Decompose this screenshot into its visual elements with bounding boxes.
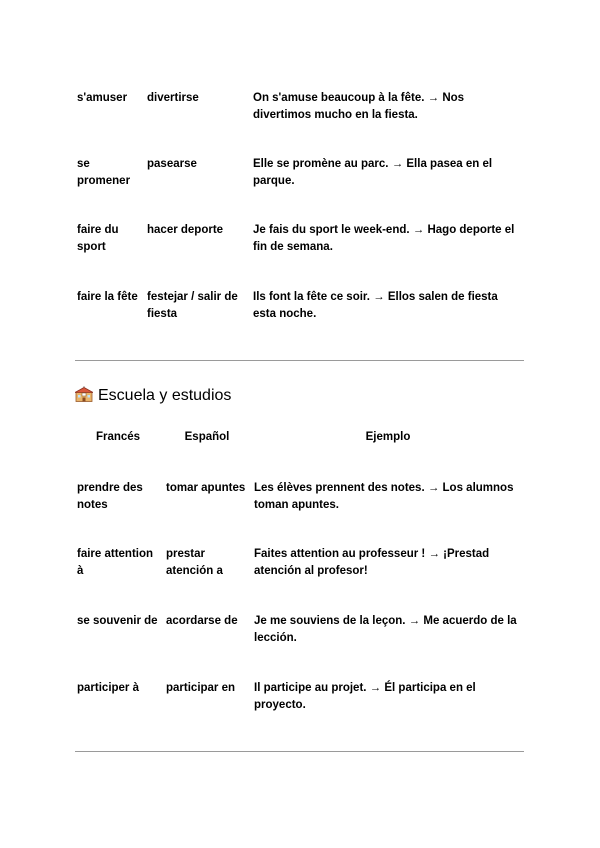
- cell-example: Je fais du sport le week-end. → Hago deporte el fin de semana.: [253, 224, 515, 253]
- cell-example: On s'amuse beaucoup à la fête. → Nos divertimos mucho en la fiesta.: [253, 92, 465, 121]
- cell-french: faire la fête: [77, 291, 138, 303]
- cell-french: s'amuser: [77, 92, 128, 104]
- cell-example: Les élèves prennent des notes. → Los alumnos toman apuntes.: [254, 482, 514, 511]
- cell-example: Elle se promène au parc. → Ella pasea en el parque.: [253, 158, 493, 187]
- cell-spanish: acordarse de: [166, 615, 238, 627]
- cell-spanish: prestar atención a: [166, 548, 223, 577]
- section-title: Escuela y estudios: [98, 387, 232, 404]
- cell-spanish: festejar / salir de fiesta: [147, 291, 238, 320]
- cell-example: Je me souviens de la leçon. → Me acuerdo de la lección.: [254, 615, 517, 644]
- cell-example: Ils font la fête ce soir. → Ellos salen de fiesta esta noche.: [253, 291, 498, 320]
- cell-example: Faites attention au professeur ! → ¡Prestad atención al profesor!: [254, 548, 490, 577]
- school-icon: [75, 386, 93, 402]
- column-header-example: Ejemplo: [365, 431, 411, 443]
- column-header-spanish: Español: [184, 431, 230, 443]
- divider: [75, 360, 524, 361]
- divider: [75, 751, 524, 752]
- cell-french: se promener: [77, 158, 131, 187]
- cell-french: participer à: [77, 682, 139, 694]
- cell-example: Il participe au projet. → Él participa en el proyecto.: [254, 682, 476, 711]
- cell-french: faire attention à: [77, 548, 154, 577]
- cell-french: prendre des notes: [77, 482, 143, 511]
- cell-french: faire du sport: [77, 224, 119, 253]
- cell-spanish: participar en: [166, 682, 236, 694]
- cell-spanish: hacer deporte: [147, 224, 224, 236]
- cell-french: se souvenir de: [77, 615, 158, 627]
- column-header-french: Francés: [95, 431, 141, 443]
- cell-spanish: divertirse: [147, 92, 199, 104]
- cell-spanish: tomar apuntes: [166, 482, 246, 494]
- cell-spanish: pasearse: [147, 158, 197, 170]
- section-heading: [75, 386, 231, 406]
